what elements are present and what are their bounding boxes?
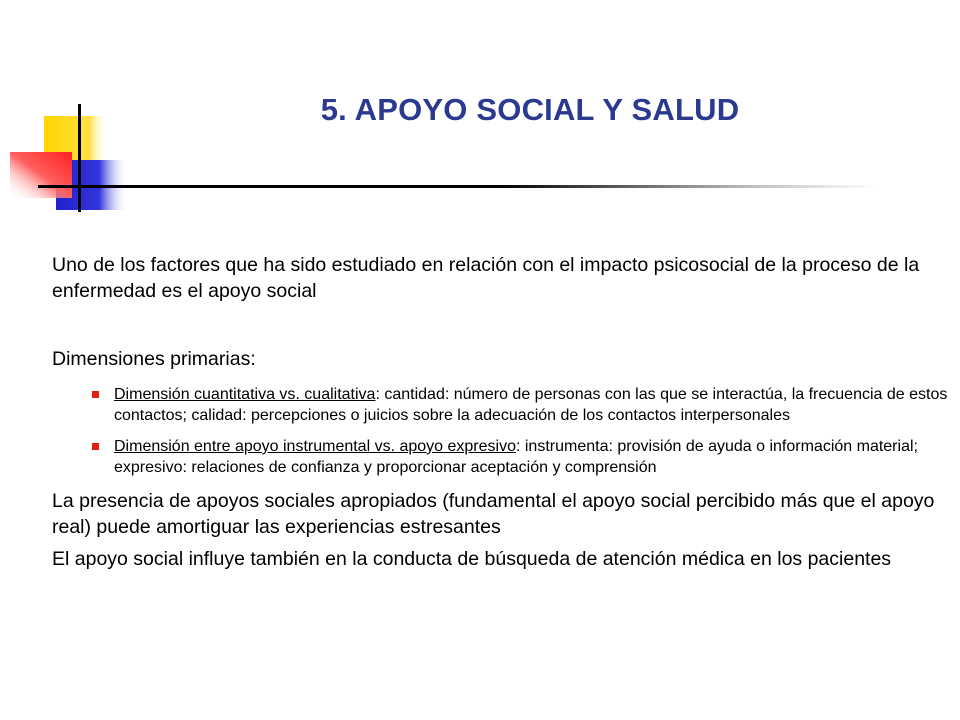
bullet-square-icon: [92, 391, 99, 398]
vertical-line: [78, 104, 81, 212]
red-square: [10, 152, 72, 198]
bullet-text: : cantidad: número de personas con las que se interactúa, la frecuencia de estos contactos; calidad: percepciones o juicios sobre la adecuación de los contactos interpersonales: [114, 386, 948, 424]
influence-paragraph: El apoyo social influye también en la conducta de búsqueda de atención médica en los pacientes: [52, 548, 892, 570]
title-divider: [38, 185, 878, 188]
intro-paragraph: Uno de los factores que ha sido estudiado en relación con el impacto psicosocial de la proceso de la enfermedad es el apoyo social: [52, 254, 920, 302]
bullet-text: : instrumenta: provisión de ayuda o información material; expresivo: relaciones de confianza y proporcionar aceptación y comprensión: [114, 438, 918, 476]
dimensions-list: [52, 384, 952, 478]
decorative-squares-logo: [0, 0, 140, 230]
slide-title: 5. APOYO SOCIAL Y SALUD: [320, 92, 740, 127]
slide-content: [52, 252, 952, 572]
list-item: [92, 436, 952, 478]
bullet-term: Dimensión entre apoyo instrumental vs. apoyo expresivo: [114, 438, 516, 455]
dimensions-heading: Dimensiones primarias:: [52, 348, 256, 370]
bullet-term: Dimensión cuantitativa vs. cualitativa: [114, 386, 376, 403]
bullet-square-icon: [92, 443, 99, 450]
list-item: [92, 384, 952, 426]
presence-paragraph: La presencia de apoyos sociales apropiados (fundamental el apoyo social percibido más que el apoyo real) puede amortiguar las experiencias estresantes: [52, 490, 935, 538]
